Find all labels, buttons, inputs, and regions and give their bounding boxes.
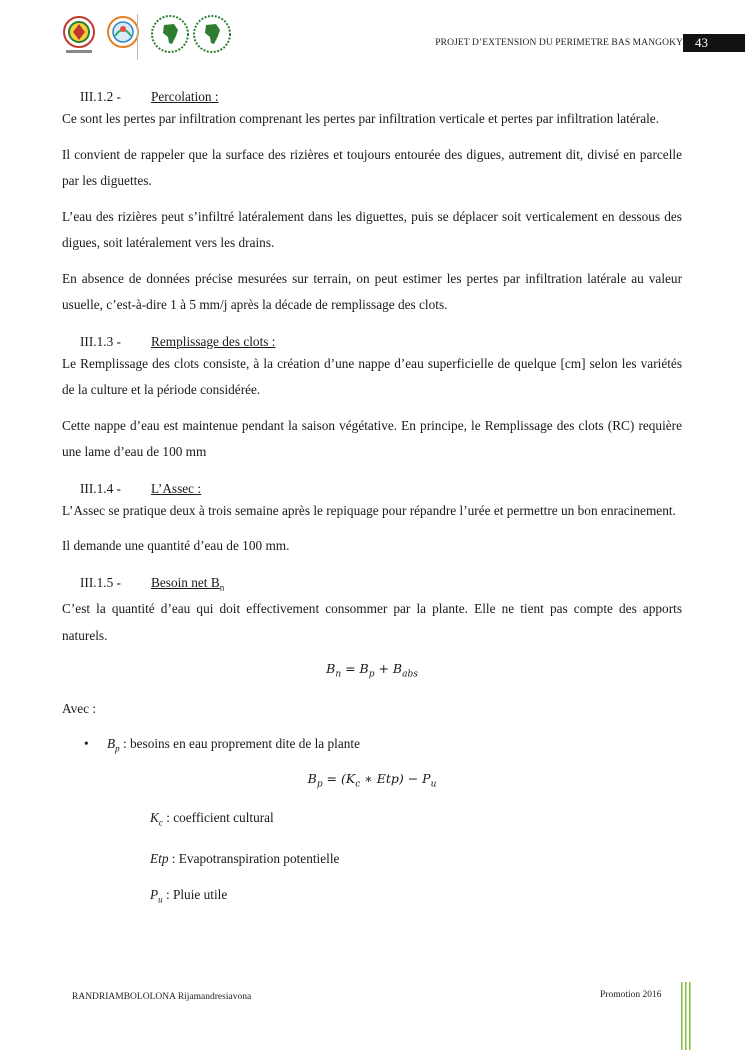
definition-text: : Pluie utile <box>162 886 228 902</box>
section-heading-remplissage <box>62 333 682 351</box>
formula-term: = (K <box>322 770 356 786</box>
formula-term: B <box>359 661 369 677</box>
variable: P <box>150 886 159 902</box>
formula-sub: p <box>316 779 323 790</box>
paragraph: L’Assec se pratique deux à trois semaine après le repiquage pour répandre l’urée et permettre un bon enracinement. <box>62 502 676 518</box>
school-emblem-logo <box>106 14 140 54</box>
definition-text: : Evapotranspiration potentielle <box>168 850 340 866</box>
africa-bank-logo-1 <box>150 14 190 54</box>
formula-sub: u <box>430 779 437 790</box>
footer-decorative-bars <box>681 982 693 1050</box>
definition-item <box>62 846 682 872</box>
section-title: Remplissage des clots : <box>151 333 276 349</box>
section-heading-percolation <box>62 88 682 106</box>
formula-plant-need <box>62 768 682 796</box>
footer-author: RANDRIAMBOLOLONA Rijamandresiavona <box>72 992 252 1002</box>
formula-sub: p <box>368 669 375 680</box>
paragraph: Le Remplissage des clots consiste, à la création d’une nappe d’eau superficielle de quelque [cm] selon les variétés de la culture et la période considérée. <box>62 355 682 397</box>
africa-bank-logo-2 <box>192 14 232 54</box>
section-number: III.1.4 - <box>80 480 121 496</box>
section-heading-besoin <box>62 574 682 597</box>
formula-term: B <box>392 661 403 677</box>
section-title: Percolation : <box>151 89 219 104</box>
main-content <box>62 88 682 923</box>
avec-label: Avec : <box>62 700 97 716</box>
section-title: L’Assec : <box>151 480 202 496</box>
paragraph: Ce sont les pertes par infiltration comprenant les pertes par infiltration verticale et pertes par infiltration latérale. <box>62 111 660 126</box>
paragraph: Il demande une quantité d’eau de 100 mm. <box>62 538 290 553</box>
formula-net-need <box>62 658 682 686</box>
paragraph: Cette nappe d’eau est maintenue pendant la saison végétative. En principe, le Remplissage des clots (RC) requière une lame d’eau de 100 mm <box>62 417 682 459</box>
formula-op: = <box>341 661 360 677</box>
section-number: III.1.2 - <box>80 89 121 104</box>
paragraph: En absence de données précise mesurées sur terrain, on peut estimer les pertes par infiltration latérale au valeur usuelle, c’est-à-dire 1 à 5 mm/j après la décade de remplissage des clots. <box>62 270 682 312</box>
header-title: PROJET D’EXTENSION DU PERIMETRE BAS MANGOKY <box>435 38 683 48</box>
university-seal-logo <box>62 14 96 60</box>
header-divider <box>137 14 138 60</box>
definition-item <box>62 805 682 836</box>
variable: B <box>107 736 116 752</box>
formula-sub: abs <box>402 669 418 680</box>
header-logos <box>62 14 242 60</box>
footer-promotion: Promotion 2016 <box>600 990 662 1000</box>
section-number: III.1.3 - <box>80 333 121 349</box>
section-title <box>151 574 224 597</box>
definition-item <box>62 882 682 913</box>
section-title-sub: n <box>219 582 225 593</box>
bullet-text <box>107 731 360 762</box>
section-title-main: Besoin net B <box>151 574 220 590</box>
page-number: 43 <box>683 34 745 52</box>
formula-term: B <box>307 770 317 786</box>
bullet-item <box>62 731 682 762</box>
formula-sub: n <box>335 669 342 680</box>
bullet-description: : besoins en eau proprement dite de la plante <box>119 736 360 752</box>
paragraph: L’eau des rizières peut s’infiltré latéralement dans les diguettes, puis se déplacer soit verticalement en dessous des digues, soit latéralement vers les drains. <box>62 208 682 250</box>
variable-sub: p <box>115 743 120 754</box>
formula-op: + <box>374 661 393 677</box>
variable: Etp <box>150 850 169 866</box>
definition-text: : coefficient cultural <box>162 810 274 826</box>
bullet-symbol: • <box>84 736 89 752</box>
formula-term: ∗ Etp) − P <box>360 770 431 786</box>
formula-term: B <box>326 661 336 677</box>
variable-sub: u <box>158 894 163 905</box>
section-number: III.1.5 - <box>80 574 121 590</box>
paragraph: C’est la quantité d’eau qui doit effectivement consommer par la plante. Elle ne tient pas compte des apports naturels. <box>62 601 682 643</box>
formula-sub: c <box>355 779 361 790</box>
paragraph: Il convient de rappeler que la surface des rizières et toujours entourée des digues, autrement dit, divisé en parcelle par les diguettes. <box>62 146 682 188</box>
section-heading-assec <box>62 480 682 498</box>
variable-sub: c <box>158 817 163 828</box>
variable: K <box>150 810 159 826</box>
